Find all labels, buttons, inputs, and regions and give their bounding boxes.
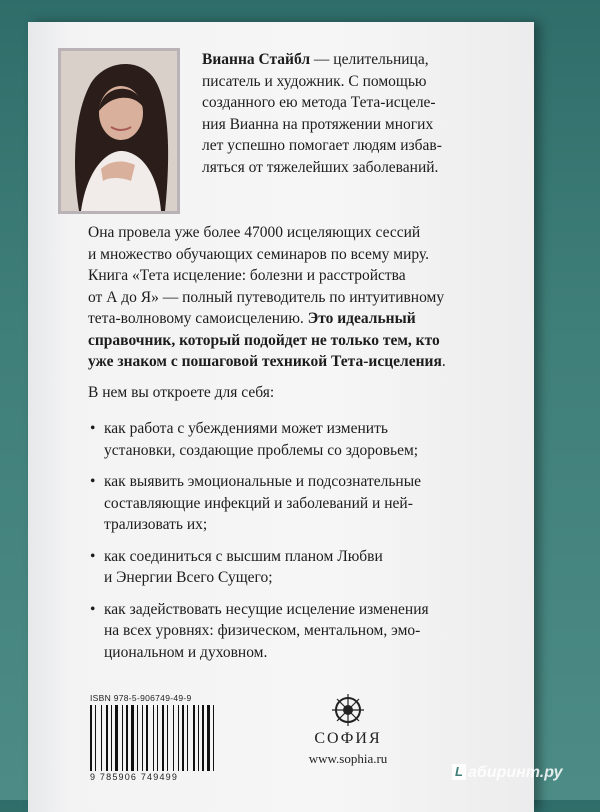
barcode-bar	[165, 705, 166, 771]
stats-line: и множество обучающих семинаров по всему миру.	[88, 245, 429, 263]
ean-digits: 9 785906 749499	[90, 772, 179, 782]
barcode-bar	[142, 705, 143, 771]
barcode-bar	[113, 705, 114, 771]
barcode-bar	[93, 705, 94, 771]
barcode-bar	[175, 705, 177, 771]
barcode-bars	[90, 705, 248, 771]
barcode-bar	[153, 705, 154, 771]
barcode-bar	[187, 705, 188, 771]
barcode-bar	[200, 705, 201, 771]
barcode-bar	[215, 705, 217, 771]
barcode-bar	[101, 705, 102, 771]
barcode-bar	[159, 705, 161, 771]
intro-line: лет успешно помогает людям избав-	[202, 137, 442, 154]
barcode-bar	[137, 705, 138, 771]
watermark-logo-icon: L	[452, 764, 466, 780]
description-line: от А до Я» — полный путеводитель по интуитивному	[88, 288, 445, 306]
publisher-logo-icon	[308, 690, 388, 730]
barcode-bar	[202, 705, 204, 771]
barcode-bar	[90, 705, 92, 771]
barcode-bar	[126, 705, 128, 771]
barcode-bar	[169, 705, 172, 771]
barcode-bar	[146, 705, 148, 771]
list-item-line: циональном и духовном.	[104, 643, 268, 661]
barcode-bar	[131, 705, 134, 771]
description-tail: .	[441, 353, 446, 370]
intro-line: ляться от тяжелейших заболеваний.	[202, 158, 439, 176]
barcode-bar	[162, 705, 164, 771]
list-item-line: на всех уровнях: физическом, ментальном, эмо-	[104, 622, 421, 639]
list-item-line: и Энергии Всего Сущего;	[104, 569, 273, 586]
barcode-bar	[167, 705, 168, 771]
barcode-bar	[103, 705, 105, 771]
barcode-bar	[213, 705, 214, 771]
barcode-bar	[129, 705, 130, 771]
intro-line: созданного ею метода Тета-исцеле-	[202, 94, 436, 111]
barcode-bar	[193, 705, 195, 771]
list-item	[90, 471, 530, 536]
barcode-bar	[207, 705, 210, 771]
isbn-label: ISBN 978-5-906749-49-9	[90, 693, 192, 703]
author-stats	[88, 222, 518, 265]
barcode-bar	[182, 705, 184, 771]
barcode-bar	[109, 705, 110, 771]
barcode-bar	[97, 705, 100, 771]
barcode	[90, 693, 258, 783]
list-heading: В нем вы откроете для себя:	[88, 384, 275, 401]
barcode-bar	[106, 705, 108, 771]
barcode-bar	[196, 705, 197, 771]
barcode-bar	[205, 705, 206, 771]
description-bold: Это идеальный	[307, 310, 416, 327]
description-line: тета-волновому самоисцелению.	[88, 310, 308, 327]
barcode-bar	[157, 705, 158, 771]
list-item	[90, 418, 530, 461]
description-bold: уже знаком с пошаговой техникой Тета-исцеления	[88, 353, 442, 370]
author-intro	[202, 49, 520, 178]
list-item-line: • как выявить эмоциональные и подсознательные	[104, 473, 421, 490]
barcode-bar	[124, 705, 125, 771]
barcode-bar	[122, 705, 123, 771]
barcode-bar	[211, 705, 212, 771]
barcode-bar	[155, 705, 156, 771]
watermark	[452, 764, 592, 786]
barcode-bar	[119, 705, 121, 771]
list-item-line: трализовать их;	[104, 516, 208, 533]
publisher-name: СОФИЯ	[314, 730, 382, 747]
barcode-bar	[178, 705, 179, 771]
list-item-line: составляющие инфекций и заболеваний и ней-	[104, 494, 413, 512]
intro-line: ния Вианна на протяжении многих	[202, 115, 434, 133]
barcode-bar	[115, 705, 118, 771]
publisher-website: www.sophia.ru	[308, 751, 388, 766]
intro-line: писатель и художник. С помощью	[202, 72, 427, 90]
barcode-bar	[95, 705, 96, 771]
book-description	[88, 265, 528, 373]
list-item-line: • как соединиться с высшим планом Любви	[104, 547, 383, 565]
barcode-bar	[198, 705, 199, 771]
list-item-line: • как работа с убеждениями может изменить	[104, 420, 388, 437]
barcode-bar	[144, 705, 145, 771]
intro-line: — целительница,	[310, 51, 429, 68]
benefits-list	[90, 418, 530, 673]
list-item	[90, 599, 530, 664]
barcode-bar	[135, 705, 136, 771]
author-photo	[58, 48, 180, 214]
barcode-bar	[180, 705, 181, 771]
watermark-text: абиринт.ру	[468, 764, 563, 781]
barcode-bar	[149, 705, 152, 771]
barcode-bar	[139, 705, 141, 771]
description-bold: справочник, который подойдет не только тем, кто	[88, 331, 440, 349]
barcode-bar	[173, 705, 174, 771]
list-item-line: установки, создающие проблемы со здоровьем;	[104, 441, 419, 459]
stats-line: Она провела уже более 47000 исцеляющих сессий	[88, 224, 421, 241]
list-item-line: • как задействовать несущие исцеление изменения	[104, 600, 429, 618]
author-name: Вианна Стайбл	[202, 51, 311, 68]
list-item	[90, 546, 530, 589]
barcode-bar	[189, 705, 192, 771]
barcode-bar	[111, 705, 112, 771]
description-line: Книга «Тета исцеление: болезни и расстройства	[88, 267, 406, 284]
barcode-bar	[185, 705, 186, 771]
